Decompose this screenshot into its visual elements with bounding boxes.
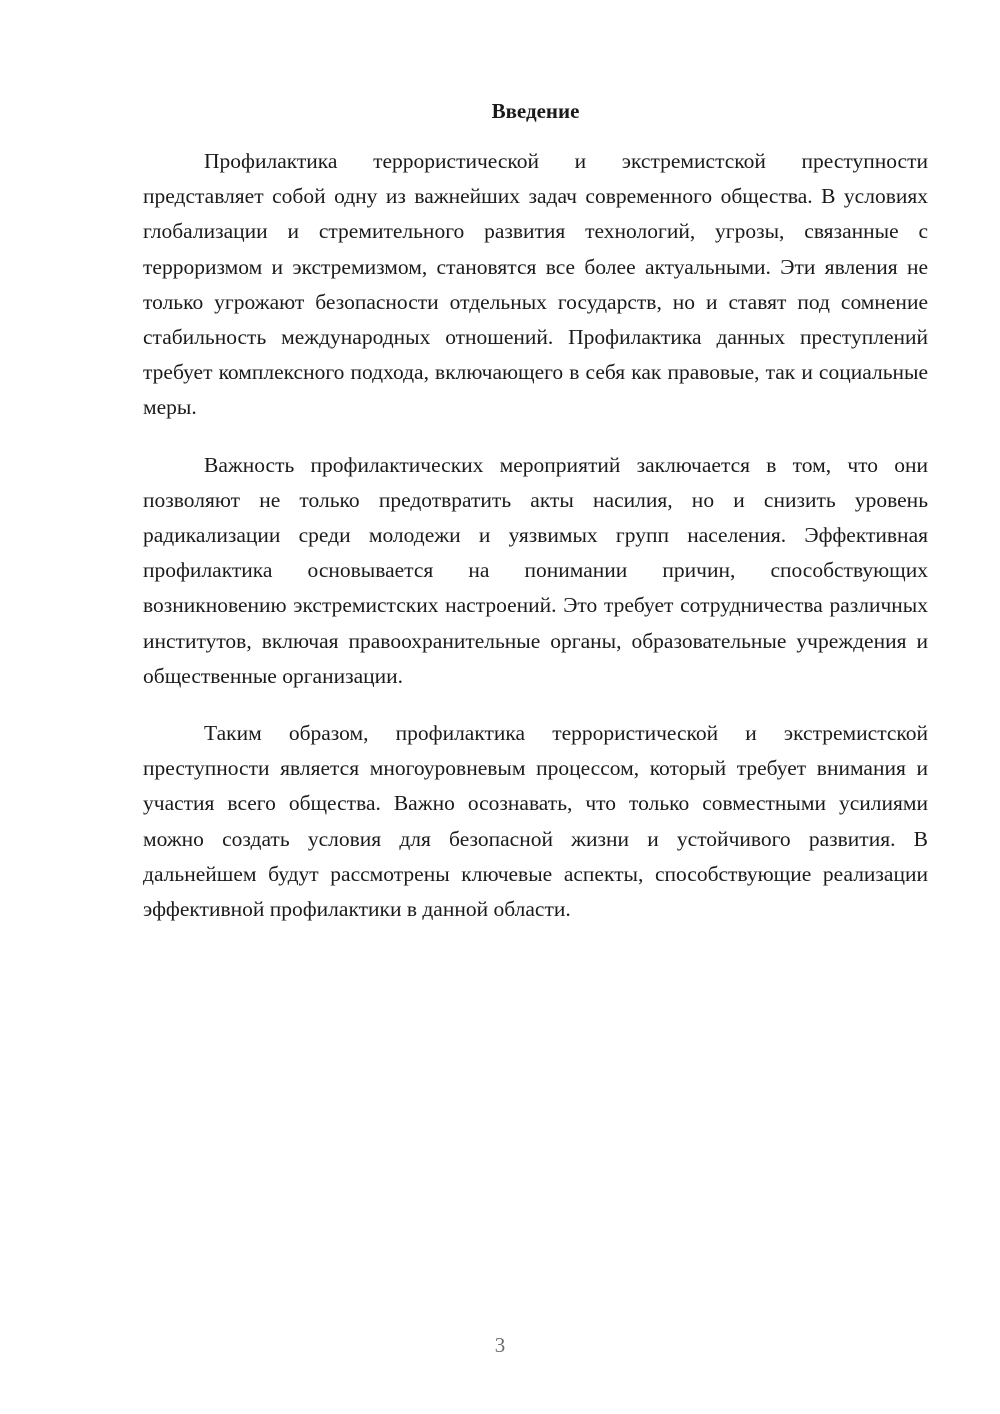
page-number: 3 [494, 1333, 506, 1357]
paragraph-1: Профилактика террористической и экстремистской преступности представляет собой одну из важнейших задач современного общества. В условиях глобализации и стремительного развития технологий, угрозы, связанные с терроризмом и экстремизмом, становятся все более актуальными. Эти явления не только угрожают безопасности отдельных государств, но и ставят под сомнение стабильность международных отношений. Профилактика данных преступлений требует комплексного подхода, включающего в себя как правовые, так и социальные меры. [143, 149, 928, 420]
paragraph-3: Таким образом, профилактика террористической и экстремистской преступности является многоуровневым процессом, который требует внимания и участия всего общества. Важно осознавать, что только совместными усилиями можно создать условия для безопасной жизни и устойчивого развития. В дальнейшем будут рассмотрены ключевые аспекты, способствующие реализации эффективной профилактики в данной области. [143, 721, 928, 922]
paragraph-2: Важность профилактических мероприятий заключается в том, что они позволяют не только предотвратить акты насилия, но и снизить уровень радикализации среди молодежи и уязвимых групп населения. Эффективная профилактика основывается на понимании причин, способствующих возникновению экстремистских настроений. Это требует сотрудничества различных институтов, включая правоохранительные органы, образовательные учреждения и общественные организации. [143, 452, 928, 688]
document-page [143, 96, 928, 927]
section-title: Введение [491, 99, 580, 123]
